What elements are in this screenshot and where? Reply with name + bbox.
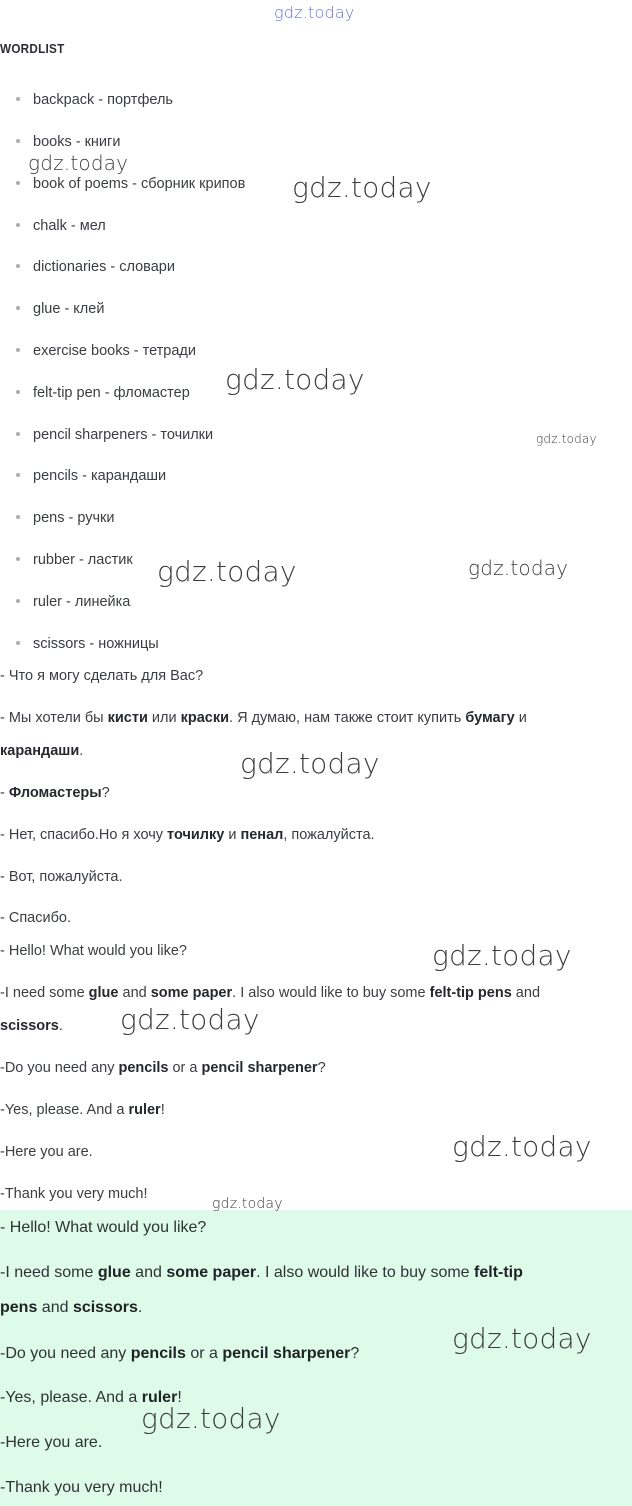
list-item-text: books - книги xyxy=(33,134,121,150)
wordlist-title: WORDLIST xyxy=(0,41,65,56)
list-item-text: pens - ручки xyxy=(33,510,115,526)
bullet-icon xyxy=(16,348,20,352)
bullet-icon xyxy=(16,432,20,436)
list-item xyxy=(16,176,245,192)
watermark: gdz.today xyxy=(468,556,569,580)
dialogue-line: pens and scissors. xyxy=(0,1299,143,1316)
list-item xyxy=(16,343,196,359)
dialogue-line: - Фломастеры? xyxy=(0,785,110,801)
list-item-text: exercise books - тетради xyxy=(33,343,196,359)
dialogue-line: -Thank you very much! xyxy=(0,1479,163,1496)
dialogue-line: -Yes, please. And a ruler! xyxy=(0,1102,165,1118)
list-item xyxy=(16,134,120,150)
bullet-icon xyxy=(16,264,20,268)
list-item xyxy=(16,427,213,443)
list-item xyxy=(16,301,104,317)
list-item-text: rubber - ластик xyxy=(33,552,133,568)
dialogue-line: - Что я могу сделать для Вас? xyxy=(0,668,204,684)
dialogue-line: - Hello! What would you like? xyxy=(0,943,187,959)
dialogue-line: -I need some glue and some paper. I also would like to buy some felt-tip pens and xyxy=(0,985,541,1001)
dialogue-line: - Мы хотели бы кисти или краски. Я думаю, нам также стоит купить бумагу и xyxy=(0,710,527,726)
list-item-text: book of poems - сборник крипов xyxy=(33,176,246,192)
watermark: gdz.today xyxy=(452,1322,592,1355)
watermark: gdz.today xyxy=(432,939,572,972)
list-item xyxy=(16,218,106,234)
bullet-icon xyxy=(16,473,20,477)
bullet-icon xyxy=(16,599,20,603)
dialogue-line: - Спасибо. xyxy=(0,910,71,926)
list-item xyxy=(16,468,166,484)
dialogue-line: -Thank you very much! xyxy=(0,1186,148,1202)
watermark: gdz.today xyxy=(141,1402,281,1435)
list-item xyxy=(16,594,130,610)
list-item-text: felt-tip pen - фломастер xyxy=(33,385,190,401)
list-item-text: scissors - ножницы xyxy=(33,636,159,652)
watermark: gdz.today xyxy=(225,363,365,396)
list-item-text: dictionaries - словари xyxy=(33,259,175,275)
watermark: gdz.today xyxy=(212,1196,283,1212)
dialogue-line: -Do you need any pencils or a pencil sharpener? xyxy=(0,1345,360,1362)
dialogue-line: - Вот, пожалуйста. xyxy=(0,869,123,885)
watermark: gdz.today xyxy=(452,1130,592,1163)
bullet-icon xyxy=(16,139,20,143)
bullet-icon xyxy=(16,515,20,519)
list-item xyxy=(16,385,190,401)
list-item xyxy=(16,636,159,652)
watermark: gdz.today xyxy=(28,151,129,175)
dialogue-line: - Hello! What would you like? xyxy=(0,1219,207,1236)
dialogue-line: -Do you need any pencils or a pencil sharpener? xyxy=(0,1060,326,1076)
watermark: gdz.today xyxy=(240,747,380,780)
list-item-text: pencil sharpeners - точилки xyxy=(33,427,214,443)
list-item xyxy=(16,552,133,568)
dialogue-line: -Here you are. xyxy=(0,1434,103,1451)
watermark: gdz.today xyxy=(536,432,597,446)
header-watermark: gdz.today xyxy=(274,3,355,22)
dialogue-line: -Here you are. xyxy=(0,1144,93,1160)
list-item-text: chalk - мел xyxy=(33,218,106,234)
list-item xyxy=(16,92,173,108)
list-item xyxy=(16,259,175,275)
bullet-icon xyxy=(16,641,20,645)
bullet-icon xyxy=(16,557,20,561)
dialogue-line: scissors. xyxy=(0,1018,63,1034)
dialogue-line: -Yes, please. And a ruler! xyxy=(0,1389,182,1406)
bullet-icon xyxy=(16,390,20,394)
dialogue-line: - Нет, спасибо.Но я хочу точилку и пенал, пожалуйста. xyxy=(0,827,375,843)
list-item-text: ruler - линейка xyxy=(33,594,131,610)
list-item xyxy=(16,510,114,526)
list-item-text: glue - клей xyxy=(33,301,105,317)
bullet-icon xyxy=(16,97,20,101)
bullet-icon xyxy=(16,181,20,185)
list-item-text: backpack - портфель xyxy=(33,92,173,108)
watermark: gdz.today xyxy=(120,1003,260,1036)
bullet-icon xyxy=(16,223,20,227)
watermark: gdz.today xyxy=(157,555,297,588)
watermark: gdz.today xyxy=(292,171,432,204)
dialogue-line: карандаши. xyxy=(0,743,84,759)
bullet-icon xyxy=(16,306,20,310)
list-item-text: pencils - карандаши xyxy=(33,468,167,484)
dialogue-line: -I need some glue and some paper. I also would like to buy some felt-tip xyxy=(0,1264,523,1281)
